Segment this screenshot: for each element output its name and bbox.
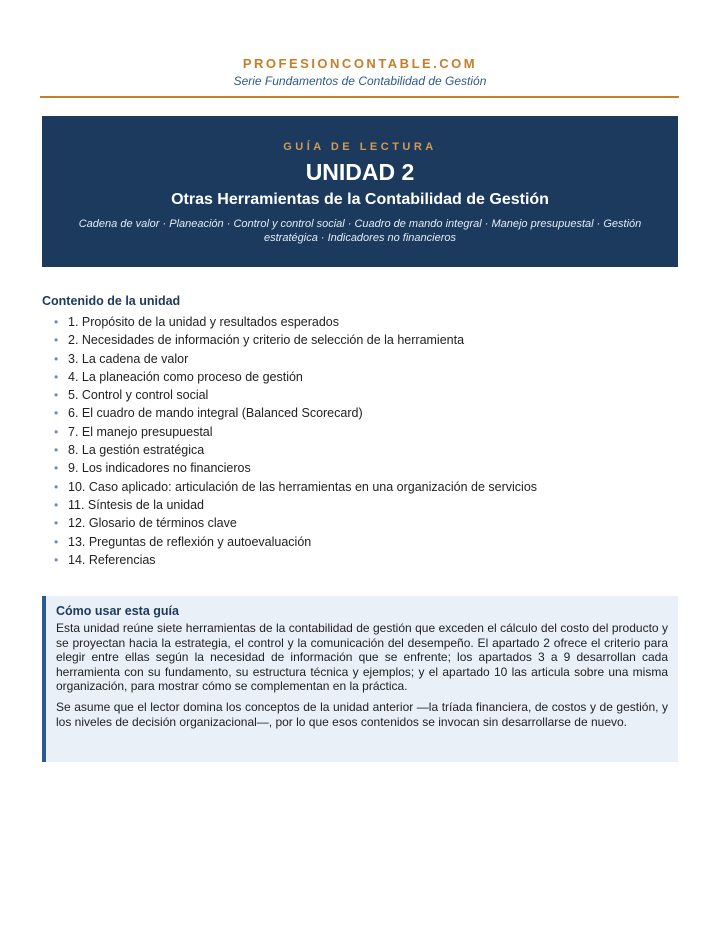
bullet-icon: •	[54, 516, 59, 531]
list-item	[42, 551, 682, 569]
bullet-icon: •	[54, 443, 59, 458]
list-item	[42, 350, 682, 368]
usage-note-callout	[42, 596, 678, 762]
list-item-label: 8. La gestión estratégica	[68, 443, 205, 458]
list-item-label: 4. La planeación como proceso de gestión	[68, 369, 303, 384]
list-item	[42, 478, 682, 496]
bullet-icon: •	[54, 497, 59, 512]
list-item-label: 14. Referencias	[68, 552, 156, 567]
bullet-icon: •	[54, 479, 59, 494]
list-item-label: 6. El cuadro de mando integral (Balanced Scorecard)	[68, 406, 363, 421]
site-brand: PROFESIONCONTABLE.COM	[242, 56, 478, 71]
list-item-label: 7. El manejo presupuestal	[68, 424, 213, 439]
bullet-icon: •	[54, 351, 59, 366]
list-item	[42, 441, 682, 459]
list-item-label: 11. Síntesis de la unidad	[68, 497, 204, 512]
bullet-icon: •	[54, 424, 59, 439]
list-item	[42, 404, 682, 422]
guide-label: GUÍA DE LECTURA	[283, 141, 437, 153]
header-divider	[40, 96, 679, 98]
list-item	[42, 514, 682, 532]
table-of-contents	[42, 313, 682, 569]
list-item	[42, 533, 682, 551]
list-item	[42, 496, 682, 514]
bullet-icon: •	[54, 552, 59, 567]
contents-title: Contenido de la unidad	[42, 294, 181, 308]
list-item-label: 1. Propósito de la unidad y resultados esperados	[68, 315, 340, 329]
callout-title: Cómo usar esta guía	[56, 604, 179, 618]
list-item-label: 10. Caso aplicado: articulación de las herramientas en una organización de servicios	[68, 479, 538, 494]
callout-paragraph: Se asume que el lector domina los conceptos de la unidad anterior —la tríada financiera, de costos y de gestión, y los niveles de decisión organizacional—, por lo que esos contenidos se invocan sin desarrollarse de nuevo.	[56, 699, 668, 729]
list-item	[42, 423, 682, 441]
series-title: Serie Fundamentos de Contabilidad de Gestión	[233, 74, 487, 88]
unit-topics: Cadena de valor · Planeación · Control y control social · Cuadro de mando integral · Manejo presupuestal · Gestión estratégica · Indicadores no financieros	[78, 218, 642, 244]
bullet-icon: •	[54, 461, 59, 476]
list-item-label: 12. Glosario de términos clave	[68, 516, 237, 531]
list-item	[42, 313, 682, 331]
bullet-icon: •	[54, 388, 59, 403]
list-item	[42, 459, 682, 477]
unit-subtitle: Otras Herramientas de la Contabilidad de Gestión	[171, 191, 549, 208]
bullet-icon: •	[54, 369, 59, 384]
list-item-label: 13. Preguntas de reflexión y autoevaluación	[68, 534, 312, 549]
list-item-label: 2. Necesidades de información y criterio de selección de la herramienta	[68, 333, 465, 348]
unit-contents	[42, 294, 682, 569]
callout-paragraph: Esta unidad reúne siete herramientas de la contabilidad de gestión que exceden el cálculo del costo del producto y se proyectan hacia la estrategia, el control y la comunicación del desempeño. El apartado 2 ofrece el criterio para elegir entre ellas según la necesidad de información que se enfrente; los apartados 3 a 9 desarrollan cada herramienta con su fundamento, su estructura técnica y ejemplos; y el apartado 10 las articula sobre una misma organización, para mostrar cómo se complementan en la práctica.	[56, 621, 668, 694]
list-item	[42, 331, 682, 349]
page-header	[40, 56, 680, 88]
list-item-label: 9. Los indicadores no financieros	[68, 461, 251, 476]
list-item	[42, 386, 682, 404]
list-item-label: 5. Control y control social	[68, 388, 209, 403]
list-item-label: 3. La cadena de valor	[68, 351, 189, 366]
bullet-icon: •	[54, 315, 59, 329]
unit-banner	[42, 116, 678, 267]
unit-title: UNIDAD 2	[305, 159, 415, 185]
bullet-icon: •	[54, 333, 59, 348]
list-item	[42, 368, 682, 386]
bullet-icon: •	[54, 534, 59, 549]
bullet-icon: •	[54, 406, 59, 421]
